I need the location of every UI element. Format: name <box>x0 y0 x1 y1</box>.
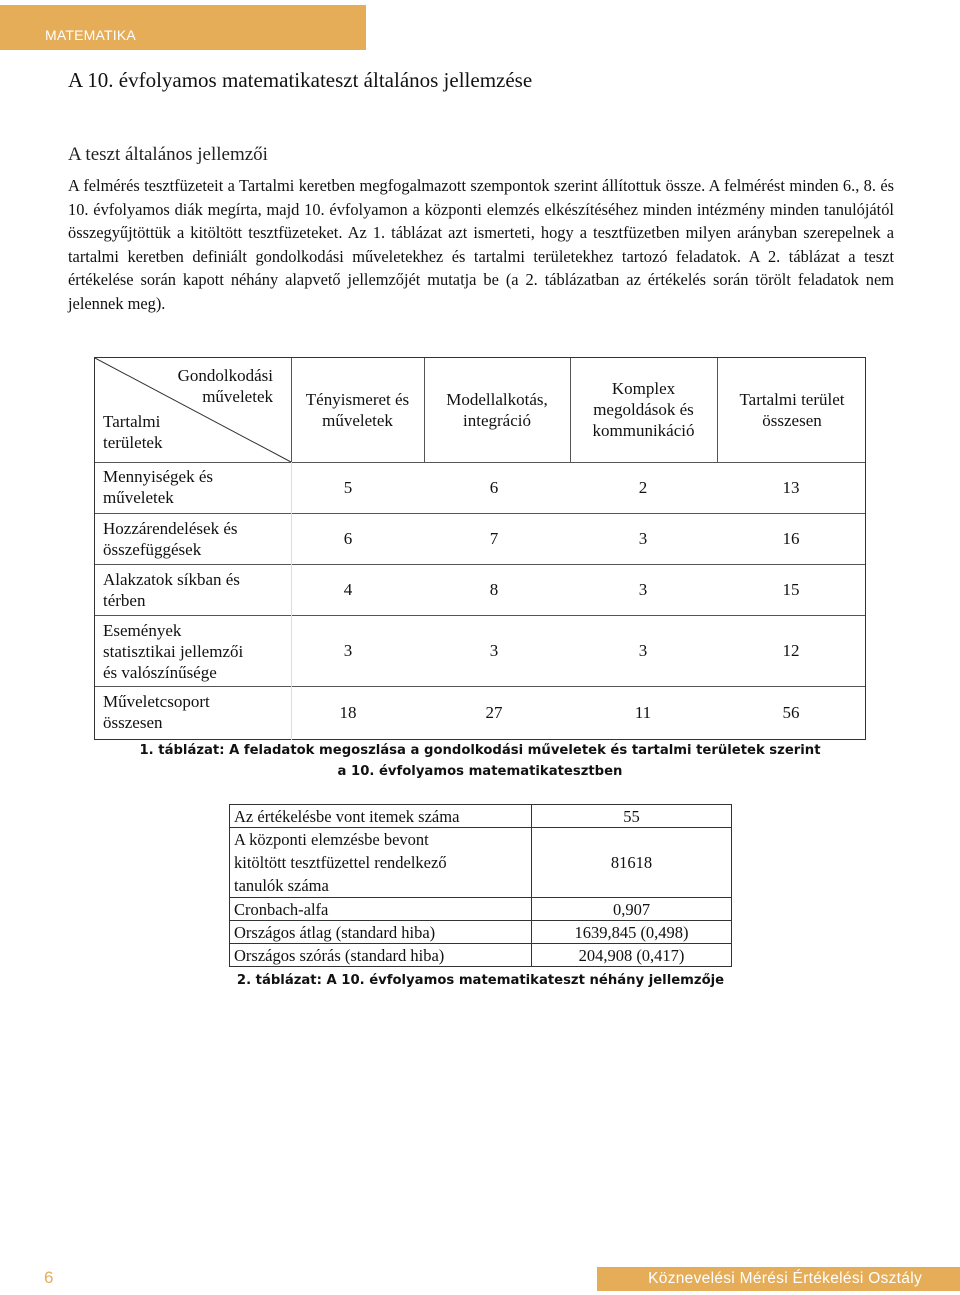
row-label-text: térben <box>103 591 146 610</box>
caption-text: a 10. évfolyamos matematikatesztben <box>337 764 623 779</box>
table-cell: 15 <box>782 580 800 599</box>
table-divider <box>291 462 292 740</box>
row-label-text: és valószínűsége <box>103 663 217 682</box>
row-label <box>103 569 288 611</box>
row-label <box>103 691 288 733</box>
table-cell: 0,907 <box>612 900 651 919</box>
table-cell: 3 <box>638 529 648 548</box>
table-divider <box>95 513 865 514</box>
row-label-text: összefüggések <box>103 540 202 559</box>
footer-org-name: Köznevelési Mérési Értékelési Osztály <box>648 1270 922 1287</box>
table-cell: 3 <box>489 641 499 660</box>
column-header-text: összesen <box>762 411 822 430</box>
column-header-text: műveletek <box>322 411 393 430</box>
table-cell: 5 <box>343 478 353 497</box>
table-cell: 18 <box>339 703 357 722</box>
table-cell: 13 <box>782 478 800 497</box>
table-cell: 55 <box>623 807 640 826</box>
table-cell: 16 <box>782 529 800 548</box>
table-cell: 7 <box>489 529 499 548</box>
row-label: Országos átlag (standard hiba) <box>234 923 436 942</box>
footer-bar <box>597 1267 960 1291</box>
table-cell: 6 <box>343 529 353 548</box>
row-label-text: összesen <box>103 713 163 732</box>
column-header-text: Komplex <box>611 379 676 398</box>
table-cell: 204,908 (0,417) <box>578 946 685 965</box>
row-label-text: Mennyiségek és <box>103 467 214 486</box>
row-label <box>103 620 288 683</box>
row-label-text: statisztikai jellemzői <box>103 642 244 661</box>
page-number: 6 <box>44 1268 54 1287</box>
row-label <box>103 518 288 560</box>
column-header <box>424 389 570 431</box>
table-cell: 81618 <box>610 853 653 872</box>
table-cell: 3 <box>343 641 353 660</box>
table-cell: 56 <box>782 703 800 722</box>
table-cell: 4 <box>343 580 353 599</box>
row-label <box>103 466 288 508</box>
table-cell: 3 <box>638 580 648 599</box>
corner-header-text: Tartalmi <box>103 412 161 431</box>
intro-paragraph: A felmérés tesztfüzeteit a Tartalmi keretben megfogalmazott szempontok szerint állítottuk össze. A felmérést minden 6., 8. és 10. évfolyamos diák megírta, majd 10. évfolyamon a központi elemzés elkészítéséhez minden intézmény minden tanulójától összegyűjtöttük a kitöltött tesztfüzeteket. Az 1. táblázat azt ismerteti, hogy a tesztfüzetben milyen arányban szerepelnek a tartalmi keretben definiált gondolkodási műveletekhez és tartalmi területekhez tartozó feladatok. A 2. táblázat a teszt értékelése során kapott néhány alapvető jellemzőjét mutatja be (a 2. táblázatban az értékelés során törölt feladatok nem jelennek meg). <box>68 176 894 313</box>
corner-header-columns <box>158 365 273 407</box>
row-label <box>234 828 447 897</box>
row-label: Az értékelésbe vont itemek száma <box>234 807 460 826</box>
table-cell: 1639,845 (0,498) <box>574 923 689 942</box>
page-title: A 10. évfolyamos matematikateszt általános jellemzése <box>68 68 533 92</box>
column-header-text: integráció <box>463 411 531 430</box>
row-label-text: műveletek <box>103 488 174 507</box>
table2-caption: 2. táblázat: A 10. évfolyamos matematikateszt néhány jellemzője <box>236 973 725 988</box>
table-distribution <box>94 357 866 740</box>
row-label: Cronbach-alfa <box>234 900 329 919</box>
row-label-text: Alakzatok síkban és <box>103 570 240 589</box>
table-cell: 11 <box>634 703 652 722</box>
table-characteristics <box>229 804 732 967</box>
table-cell: 2 <box>638 478 648 497</box>
table-cell: 27 <box>485 703 503 722</box>
column-header-text: kommunikáció <box>592 421 695 440</box>
corner-header-text: Gondolkodási <box>177 366 273 385</box>
table-divider <box>95 462 865 463</box>
row-label-text: Műveletcsoport <box>103 692 210 711</box>
column-header-text: Modellalkotás, <box>446 390 548 409</box>
column-header-text: Tényismeret és <box>305 390 410 409</box>
row-label-text: Események <box>103 621 182 640</box>
table1-caption <box>94 740 866 782</box>
section-header-label: MATEMATIKA <box>45 27 136 43</box>
column-header <box>717 389 867 431</box>
section-title: A teszt általános jellemzői <box>68 144 268 165</box>
column-header-text: megoldások és <box>593 400 694 419</box>
table-cell: 12 <box>782 641 800 660</box>
section-header-bar <box>0 5 366 50</box>
table-cell: 8 <box>489 580 499 599</box>
column-header <box>570 378 717 441</box>
row-label: Országos szórás (standard hiba) <box>234 946 445 965</box>
corner-header-rows <box>103 411 223 453</box>
table-divider <box>95 564 865 565</box>
table-cell: 6 <box>489 478 499 497</box>
row-label-text: A központi elemzésbe bevont <box>234 830 429 849</box>
corner-header-text: műveletek <box>202 387 273 406</box>
row-label-text: Hozzárendelések és <box>103 519 238 538</box>
table-cell: 3 <box>638 641 648 660</box>
table-divider <box>95 686 865 687</box>
table-divider <box>95 615 865 616</box>
caption-text: 1. táblázat: A feladatok megoszlása a gondolkodási műveletek és tartalmi területek szerint <box>139 743 821 758</box>
column-header-text: Tartalmi terület <box>739 390 845 409</box>
row-label-text: kitöltött tesztfüzettel rendelkező <box>234 853 447 872</box>
table-divider <box>531 805 532 966</box>
column-header <box>291 389 424 431</box>
corner-header-text: területek <box>103 433 163 452</box>
row-label-text: tanulók száma <box>234 876 329 895</box>
